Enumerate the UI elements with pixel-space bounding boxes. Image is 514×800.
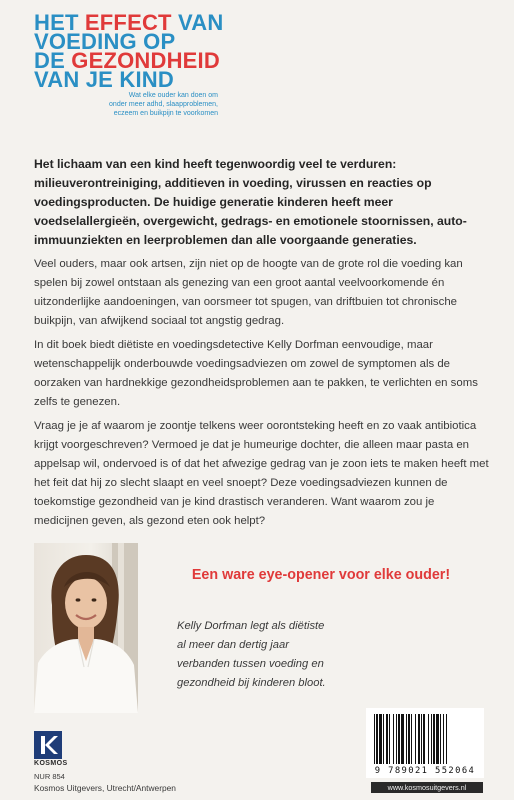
publisher-name: KOSMOS [34,760,68,767]
body-paragraph-1: Veel ouders, maar ook artsen, zijn niet op de hoogte van de grote rol die voeding kan spelen bij zowel ontstaan als genezing van een groot aantal veelvoorkomende én uitzonderlijke aandoeningen, van oorsmeer tot spugen, van driftbuien tot chronische buikpijn, van afwijkend sociaal tot angstig gedrag. [34,258,463,327]
title-line-4: VAN JE KIND [34,67,174,92]
author-portrait-illustration [34,543,138,713]
body-paragraph-2: In dit boek biedt diëtiste en voedingsdetective Kelly Dorfman eenvoudige, maar wetenschappelijk onderbouwde voedingsadviezen om zowel de symptomen als de oorzaken van hardnekkige gezondheidsproblemen aan te pakken, te verlichten en soms zelfs te genezen. [34,339,478,408]
publisher-imprint: Kosmos Uitgevers, Utrecht/Antwerpen [34,783,176,793]
barcode-digits: 9 789021 552064 [366,766,484,776]
quote-line: verbanden tussen voeding en [177,658,324,670]
quote-line: al meer dan dertig jaar [177,639,289,651]
subtitle-line: eczeem en buikpijn te voorkomen [113,110,218,117]
tagline: Een ware eye-opener voor elke ouder! [191,567,451,583]
book-title [34,10,224,92]
nur-code: NUR 854 [34,772,65,781]
title-word-highlight: GEZONDHEID [71,48,220,73]
body-paragraph-3: Vraag je je af waarom je zoontje telkens weer oorontsteking heeft en zo vaak antibiotica krijgt voorgeschreven? Vermoed je dat je humeurige dochter, die alleen maar pasta en appelsap wil, ondervoed is of dat het afwezige gedrag van je zoon iets te maken heeft met het feit dat hij zo slecht slaapt en veel snoept? Deze voedingsadviezen kunnen de toekomstige gezondheid van je kind drastisch veranderen. Want waarom zou je medicijnen geven, als gezond eten ook helpt? [34,420,489,527]
publisher-logo-icon [34,731,62,759]
quote-line: gezondheid bij kinderen bloot. [177,677,326,689]
title-line-2: VOEDING OP [34,29,176,54]
title-word-highlight: EFFECT [84,10,172,35]
lead-paragraph: Het lichaam van een kind heeft tegenwoordig veel te verduren: milieuverontreiniging, additieven in voeding, virussen en reacties op voedingsproducten. De huidige generatie kinderen heeft meer voedselallergieën, overgewicht, gedrags- en emotionele stoornissen, auto-immuunziekten en leerproblemen dan alle voorgaande generaties. [34,157,467,247]
author-quote [177,617,477,693]
title-word: VAN [171,10,224,35]
subtitle [86,91,218,118]
publisher-url: www.kosmosuitgevers.nl [371,782,483,793]
title-word: HET [34,10,85,35]
quote-line: Kelly Dorfman legt als diëtiste [177,620,325,632]
barcode-bars-icon [366,708,484,766]
subtitle-line: Wat elke ouder kan doen om [128,92,218,99]
subtitle-line: onder meer adhd, slaapproblemen, [109,101,218,108]
publisher-logo-k-mark [34,731,62,759]
title-word: DE [34,48,72,73]
author-photo [34,543,138,713]
